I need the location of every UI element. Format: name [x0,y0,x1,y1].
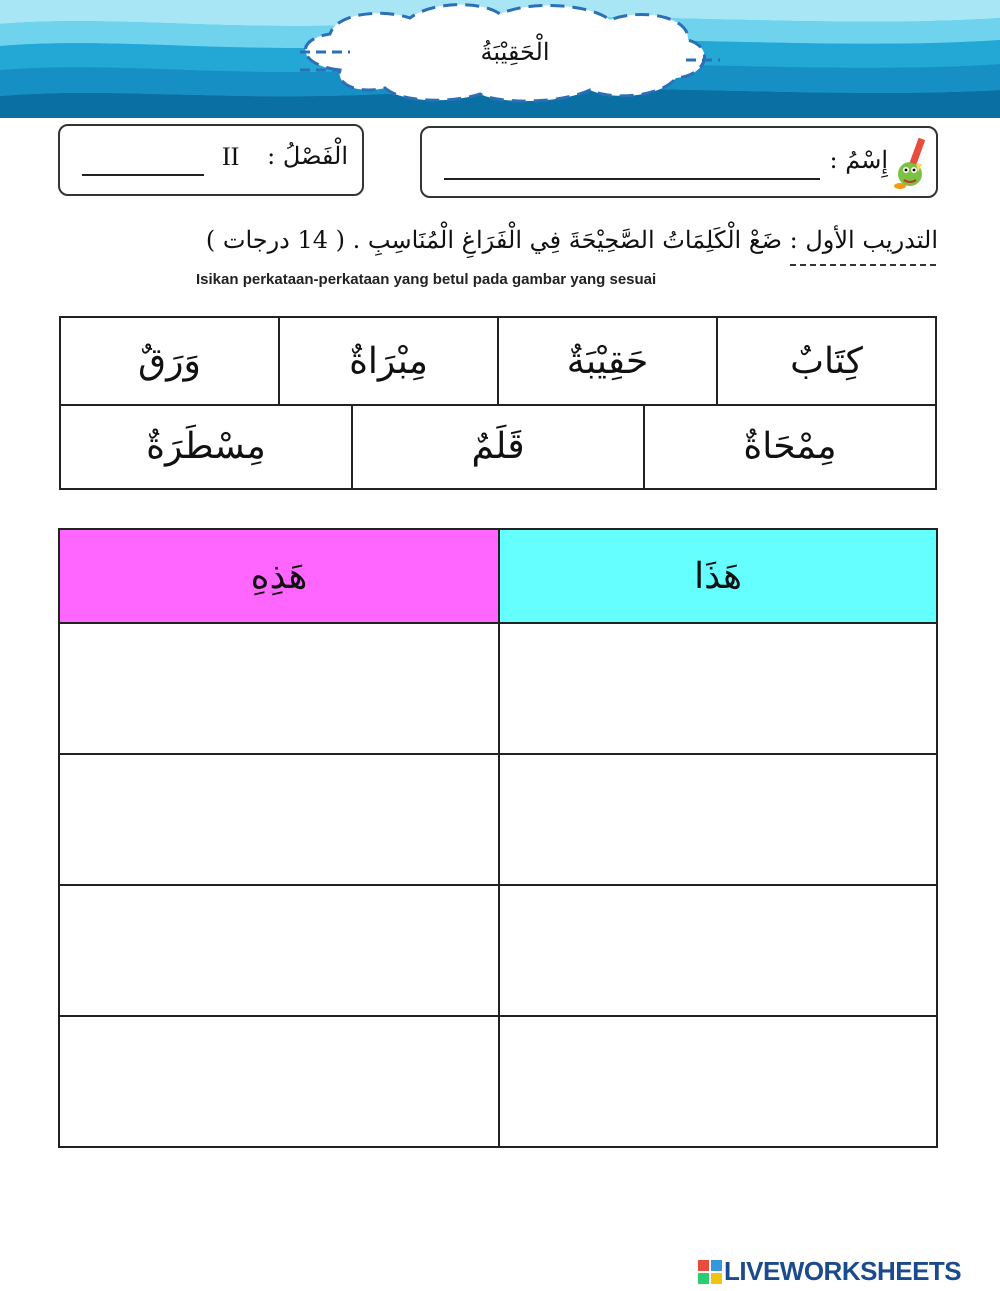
word-bank [59,316,937,490]
exercise-subtitle: Isikan perkataan-perkataan yang betul pada gambar yang sesuai [196,271,657,288]
pencil-mascot-icon [892,134,930,190]
liveworksheets-logo-icon [698,1260,722,1284]
word-tile[interactable]: حَقِيْبَةٌ [499,318,718,404]
drop-zone-hadha-1[interactable] [500,622,936,753]
name-input-line[interactable] [444,178,820,180]
worksheet-title: الْحَقِيْبَةُ [480,38,550,66]
header-hadhihi: هَذِهِ [60,530,500,622]
word-tile[interactable]: كِتَابٌ [790,340,863,382]
exercise-instruction: التدريب الأول : ضَعْ الْكَلِمَاتُ الصَّحِيْحَةَ فِي الْفَرَاغِ الْمُنَاسِبِ . ( 14 درجات ) [205,226,938,254]
drop-zone-hadha-3[interactable] [500,884,936,1015]
name-label: إِسْمُ : [829,146,888,174]
drop-zone-hadhihi-3[interactable] [60,884,500,1015]
drop-zone-hadhihi-2[interactable] [60,753,500,884]
instruction-underline [790,264,936,266]
word-tile[interactable]: وَرَقٌ [61,318,280,404]
answer-table-header [60,530,936,624]
header-hadha: هَذَا [500,530,936,622]
word-tile[interactable]: مِسْطَرَةٌ [61,404,353,488]
class-field-box [58,124,364,196]
drop-zone-hadha-2[interactable] [500,753,936,884]
brand-text: LIVEWORKSHEETS [724,1256,962,1286]
class-input-line[interactable] [82,174,204,176]
word-bank-row-2 [61,404,935,488]
answer-row [60,622,936,755]
word-bank-row-1 [61,318,935,406]
drop-zone-hadhihi-1[interactable] [60,622,500,753]
answer-row [60,1015,936,1146]
word-tile[interactable]: مِبْرَاةٌ [280,318,499,404]
drop-zone-hadha-4[interactable] [500,1015,936,1146]
liveworksheets-brand[interactable] [698,1256,961,1287]
word-tile[interactable]: قَلَمٌ [353,404,645,488]
word-tile[interactable]: مِمْحَاةٌ [743,425,837,467]
answer-row [60,753,936,886]
name-field-box [420,126,938,198]
answer-table [58,528,938,1148]
answer-row [60,884,936,1017]
drop-zone-hadhihi-4[interactable] [60,1015,500,1146]
class-value: II [222,142,240,171]
class-label: الْفَصْلُ : [267,142,348,170]
